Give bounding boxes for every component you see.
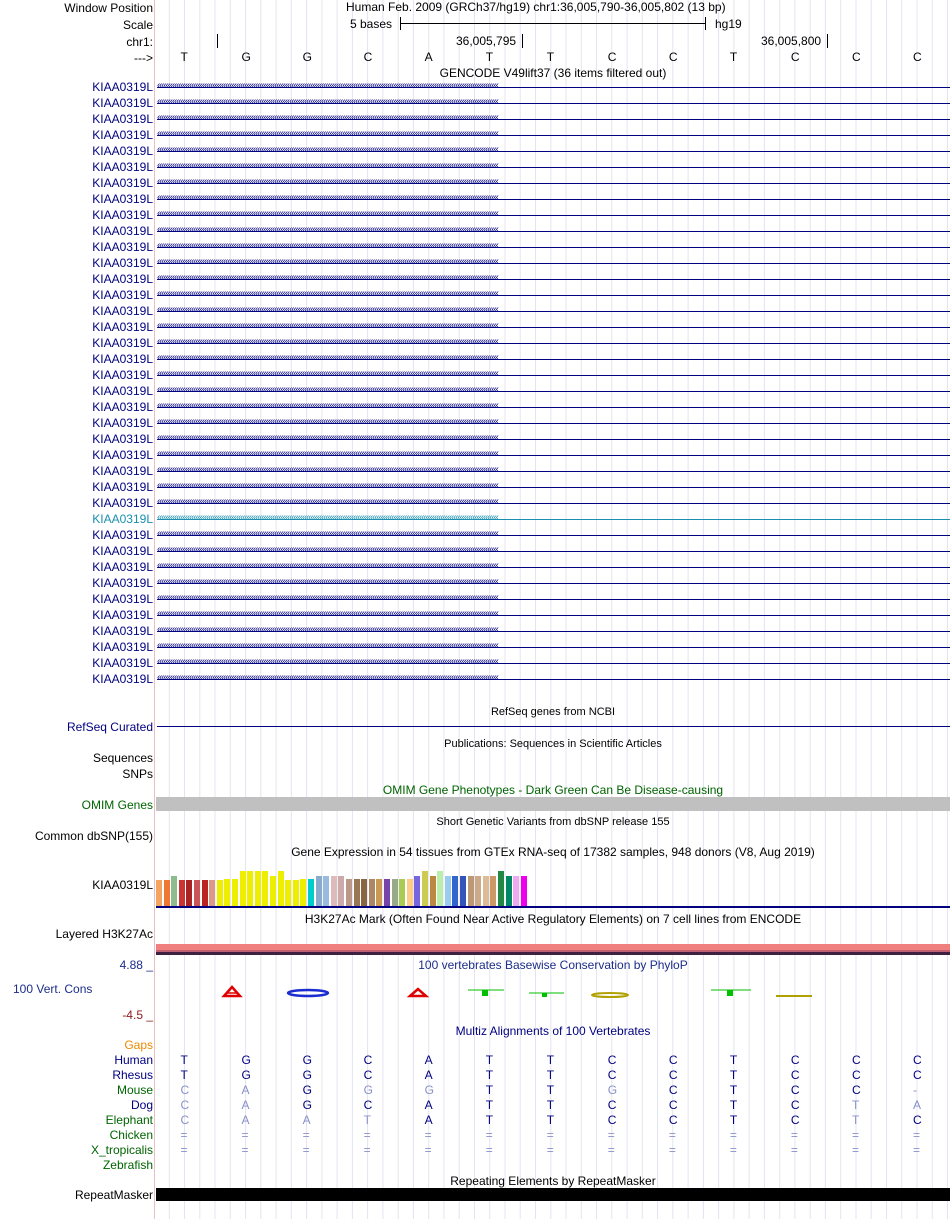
- alignment-base: C: [607, 1053, 617, 1067]
- alignment-base: T: [546, 1098, 555, 1112]
- gtex-tissue-bar[interactable]: [422, 871, 428, 906]
- gencode-transcript-label[interactable]: KIAA0319L: [92, 656, 153, 670]
- scale-text: 5 bases: [350, 17, 393, 31]
- gencode-transcript-label[interactable]: KIAA0319L: [92, 384, 153, 398]
- alignment-base: T: [851, 1113, 860, 1127]
- alignment-base: A: [424, 1053, 433, 1067]
- strand-arrows: ‹‹‹‹‹‹‹‹‹‹‹‹‹‹‹‹‹‹‹‹‹‹‹‹‹‹‹‹‹‹‹‹‹‹‹‹‹‹‹‹‹‹‹‹‹‹‹‹‹‹‹‹‹‹‹‹‹‹‹‹‹‹‹‹‹‹‹‹‹‹‹‹‹‹‹‹‹‹‹‹‹‹‹‹‹‹‹‹‹‹‹‹‹‹‹‹‹‹‹‹‹‹‹‹‹‹‹‹‹‹‹‹‹‹‹‹‹‹‹‹‹‹‹‹‹‹‹‹‹‹‹‹‹‹‹‹‹‹‹‹‹‹‹‹‹‹‹‹‹‹‹‹‹‹‹‹‹‹‹‹: [157, 656, 498, 667]
- alignment-base: =: [607, 1143, 615, 1157]
- gtex-tissue-bar[interactable]: [224, 879, 230, 906]
- alignment-base: A: [424, 1068, 433, 1082]
- alignment-base: =: [851, 1143, 859, 1157]
- gencode-transcript-label[interactable]: KIAA0319L: [92, 528, 153, 542]
- h3k27ac-signal[interactable]: [156, 944, 950, 955]
- alignment-base: C: [607, 1113, 617, 1127]
- strand-arrows: ‹‹‹‹‹‹‹‹‹‹‹‹‹‹‹‹‹‹‹‹‹‹‹‹‹‹‹‹‹‹‹‹‹‹‹‹‹‹‹‹‹‹‹‹‹‹‹‹‹‹‹‹‹‹‹‹‹‹‹‹‹‹‹‹‹‹‹‹‹‹‹‹‹‹‹‹‹‹‹‹‹‹‹‹‹‹‹‹‹‹‹‹‹‹‹‹‹‹‹‹‹‹‹‹‹‹‹‹‹‹‹‹‹‹‹‹‹‹‹‹‹‹‹‹‹‹‹‹‹‹‹‹‹‹‹‹‹‹‹‹‹‹‹‹‹‹‹‹‹‹‹‹‹‹‹‹‹‹‹‹: [157, 176, 498, 187]
- strand-arrows: ‹‹‹‹‹‹‹‹‹‹‹‹‹‹‹‹‹‹‹‹‹‹‹‹‹‹‹‹‹‹‹‹‹‹‹‹‹‹‹‹‹‹‹‹‹‹‹‹‹‹‹‹‹‹‹‹‹‹‹‹‹‹‹‹‹‹‹‹‹‹‹‹‹‹‹‹‹‹‹‹‹‹‹‹‹‹‹‹‹‹‹‹‹‹‹‹‹‹‹‹‹‹‹‹‹‹‹‹‹‹‹‹‹‹‹‹‹‹‹‹‹‹‹‹‹‹‹‹‹‹‹‹‹‹‹‹‹‹‹‹‹‹‹‹‹‹‹‹‹‹‹‹‹‹‹‹‹‹‹‹: [157, 624, 498, 635]
- alignment-base: C: [851, 1053, 861, 1067]
- window-position-value: Human Feb. 2009 (GRCh37/hg19) chr1:36,005,790-36,005,802 (13 bp): [346, 0, 726, 14]
- gtex-tissue-bar[interactable]: [171, 876, 177, 906]
- strand-arrows: ‹‹‹‹‹‹‹‹‹‹‹‹‹‹‹‹‹‹‹‹‹‹‹‹‹‹‹‹‹‹‹‹‹‹‹‹‹‹‹‹‹‹‹‹‹‹‹‹‹‹‹‹‹‹‹‹‹‹‹‹‹‹‹‹‹‹‹‹‹‹‹‹‹‹‹‹‹‹‹‹‹‹‹‹‹‹‹‹‹‹‹‹‹‹‹‹‹‹‹‹‹‹‹‹‹‹‹‹‹‹‹‹‹‹‹‹‹‹‹‹‹‹‹‹‹‹‹‹‹‹‹‹‹‹‹‹‹‹‹‹‹‹‹‹‹‹‹‹‹‹‹‹‹‹‹‹‹‹‹‹: [157, 544, 498, 555]
- alignment-base: G: [302, 1083, 312, 1097]
- alignment-base: C: [668, 1098, 678, 1112]
- alignment-base: G: [302, 1053, 312, 1067]
- alignment-base: G: [302, 1068, 312, 1082]
- strand-arrows: ‹‹‹‹‹‹‹‹‹‹‹‹‹‹‹‹‹‹‹‹‹‹‹‹‹‹‹‹‹‹‹‹‹‹‹‹‹‹‹‹‹‹‹‹‹‹‹‹‹‹‹‹‹‹‹‹‹‹‹‹‹‹‹‹‹‹‹‹‹‹‹‹‹‹‹‹‹‹‹‹‹‹‹‹‹‹‹‹‹‹‹‹‹‹‹‹‹‹‹‹‹‹‹‹‹‹‹‹‹‹‹‹‹‹‹‹‹‹‹‹‹‹‹‹‹‹‹‹‹‹‹‹‹‹‹‹‹‹‹‹‹‹‹‹‹‹‹‹‹‹‹‹‹‹‹‹‹‹‹‹: [157, 496, 498, 507]
- species-label[interactable]: Chicken: [109, 1128, 153, 1142]
- species-label[interactable]: Elephant: [105, 1113, 153, 1127]
- gaps-label[interactable]: Gaps: [124, 1038, 153, 1052]
- alignment-base: T: [485, 1068, 494, 1082]
- gencode-transcript-label[interactable]: KIAA0319L: [92, 416, 153, 430]
- species-label[interactable]: Rhesus: [112, 1068, 153, 1082]
- alignment-base: C: [913, 1068, 922, 1082]
- alignment-base: C: [180, 1083, 190, 1097]
- gencode-transcript-label[interactable]: KIAA0319L: [92, 256, 153, 270]
- alignment-base: C: [790, 1068, 800, 1082]
- alignment-base: -: [913, 1083, 917, 1097]
- strand-arrows: ‹‹‹‹‹‹‹‹‹‹‹‹‹‹‹‹‹‹‹‹‹‹‹‹‹‹‹‹‹‹‹‹‹‹‹‹‹‹‹‹‹‹‹‹‹‹‹‹‹‹‹‹‹‹‹‹‹‹‹‹‹‹‹‹‹‹‹‹‹‹‹‹‹‹‹‹‹‹‹‹‹‹‹‹‹‹‹‹‹‹‹‹‹‹‹‹‹‹‹‹‹‹‹‹‹‹‹‹‹‹‹‹‹‹‹‹‹‹‹‹‹‹‹‹‹‹‹‹‹‹‹‹‹‹‹‹‹‹‹‹‹‹‹‹‹‹‹‹‹‹‹‹‹‹‹‹‹‹‹‹: [157, 96, 498, 107]
- h3k27ac-title[interactable]: H3K27Ac Mark (Often Found Near Active Regulatory Elements) on 7 cell lines from ENCODE: [304, 912, 802, 926]
- alignment-base: C: [363, 1098, 373, 1112]
- alignment-base: A: [241, 1098, 250, 1112]
- gencode-transcript-label[interactable]: KIAA0319L: [92, 272, 153, 286]
- base-letter: A: [424, 50, 433, 64]
- gencode-transcript-label[interactable]: KIAA0319L: [92, 224, 153, 238]
- alignment-base: T: [729, 1053, 738, 1067]
- gtex-tissue-bar[interactable]: [232, 879, 238, 906]
- phylop-label[interactable]: 100 Vert. Cons: [13, 982, 93, 996]
- alignment-base: A: [241, 1113, 250, 1127]
- base-letter: G: [241, 50, 251, 64]
- alignment-base: =: [180, 1128, 188, 1142]
- gencode-transcript-label[interactable]: KIAA0319L: [92, 432, 153, 446]
- alignment-base: A: [302, 1113, 311, 1127]
- alignment-base: G: [241, 1053, 251, 1067]
- alignment-base: G: [607, 1083, 618, 1097]
- alignment-base: C: [790, 1098, 800, 1112]
- gtex-tissue-bar[interactable]: [240, 871, 246, 906]
- strand-arrows: ‹‹‹‹‹‹‹‹‹‹‹‹‹‹‹‹‹‹‹‹‹‹‹‹‹‹‹‹‹‹‹‹‹‹‹‹‹‹‹‹‹‹‹‹‹‹‹‹‹‹‹‹‹‹‹‹‹‹‹‹‹‹‹‹‹‹‹‹‹‹‹‹‹‹‹‹‹‹‹‹‹‹‹‹‹‹‹‹‹‹‹‹‹‹‹‹‹‹‹‹‹‹‹‹‹‹‹‹‹‹‹‹‹‹‹‹‹‹‹‹‹‹‹‹‹‹‹‹‹‹‹‹‹‹‹‹‹‹‹‹‹‹‹‹‹‹‹‹‹‹‹‹‹‹‹‹‹‹‹‹: [157, 432, 498, 443]
- gtex-tissue-bar[interactable]: [483, 876, 489, 906]
- base-letter: C: [851, 50, 861, 64]
- base-letter: T: [729, 50, 738, 64]
- gtex-tissue-bar[interactable]: [255, 871, 261, 906]
- gtex-tissue-bar[interactable]: [354, 879, 360, 906]
- base-letter: T: [485, 50, 494, 64]
- gtex-tissue-bar[interactable]: [392, 879, 398, 906]
- alignment-base: C: [607, 1098, 617, 1112]
- dbsnp-label[interactable]: Common dbSNP(155): [34, 829, 153, 843]
- refseq-label[interactable]: RefSeq Curated: [66, 720, 153, 734]
- alignment-base: =: [546, 1143, 554, 1157]
- gencode-transcript-label[interactable]: KIAA0319L: [92, 640, 153, 654]
- alignment-base: C: [668, 1113, 678, 1127]
- repeatmasker-label[interactable]: RepeatMasker: [74, 1188, 153, 1202]
- gtex-tissue-bar[interactable]: [384, 879, 390, 906]
- gtex-tissue-bar[interactable]: [468, 876, 474, 906]
- gtex-tissue-bar[interactable]: [202, 880, 208, 906]
- gtex-label[interactable]: KIAA0319L: [92, 878, 153, 892]
- gtex-tissue-bar[interactable]: [209, 880, 215, 906]
- position-tick: [522, 34, 523, 48]
- gencode-transcript-label[interactable]: KIAA0319L: [92, 560, 153, 574]
- chrom-label: chr1:: [126, 35, 153, 49]
- alignment-base: C: [913, 1053, 922, 1067]
- snps-label[interactable]: SNPs: [122, 767, 153, 781]
- scale-assembly: hg19: [715, 17, 742, 31]
- gencode-transcript-label[interactable]: KIAA0319L: [92, 464, 153, 478]
- publications-label[interactable]: Sequences: [92, 751, 153, 765]
- alignment-base: =: [729, 1128, 737, 1142]
- publications-title[interactable]: Publications: Sequences in Scientific Articles: [444, 738, 662, 750]
- strand-arrows: ‹‹‹‹‹‹‹‹‹‹‹‹‹‹‹‹‹‹‹‹‹‹‹‹‹‹‹‹‹‹‹‹‹‹‹‹‹‹‹‹‹‹‹‹‹‹‹‹‹‹‹‹‹‹‹‹‹‹‹‹‹‹‹‹‹‹‹‹‹‹‹‹‹‹‹‹‹‹‹‹‹‹‹‹‹‹‹‹‹‹‹‹‹‹‹‹‹‹‹‹‹‹‹‹‹‹‹‹‹‹‹‹‹‹‹‹‹‹‹‹‹‹‹‹‹‹‹‹‹‹‹‹‹‹‹‹‹‹‹‹‹‹‹‹‹‹‹‹‹‹‹‹‹‹‹‹‹‹‹‹: [157, 320, 498, 331]
- gencode-transcript-label[interactable]: KIAA0319L: [92, 672, 153, 686]
- strand-arrows: ‹‹‹‹‹‹‹‹‹‹‹‹‹‹‹‹‹‹‹‹‹‹‹‹‹‹‹‹‹‹‹‹‹‹‹‹‹‹‹‹‹‹‹‹‹‹‹‹‹‹‹‹‹‹‹‹‹‹‹‹‹‹‹‹‹‹‹‹‹‹‹‹‹‹‹‹‹‹‹‹‹‹‹‹‹‹‹‹‹‹‹‹‹‹‹‹‹‹‹‹‹‹‹‹‹‹‹‹‹‹‹‹‹‹‹‹‹‹‹‹‹‹‹‹‹‹‹‹‹‹‹‹‹‹‹‹‹‹‹‹‹‹‹‹‹‹‹‹‹‹‹‹‹‹‹‹‹‹‹‹: [157, 560, 498, 571]
- alignment-base: =: [363, 1143, 371, 1157]
- gtex-tissue-bar[interactable]: [316, 876, 322, 906]
- refseq-title[interactable]: RefSeq genes from NCBI: [490, 706, 616, 718]
- gencode-transcript-label[interactable]: KIAA0319L: [92, 128, 153, 142]
- gencode-transcript-label[interactable]: KIAA0319L: [92, 192, 153, 206]
- alignment-base: =: [485, 1128, 493, 1142]
- scale-label: Scale: [122, 18, 153, 32]
- strand-arrows: ‹‹‹‹‹‹‹‹‹‹‹‹‹‹‹‹‹‹‹‹‹‹‹‹‹‹‹‹‹‹‹‹‹‹‹‹‹‹‹‹‹‹‹‹‹‹‹‹‹‹‹‹‹‹‹‹‹‹‹‹‹‹‹‹‹‹‹‹‹‹‹‹‹‹‹‹‹‹‹‹‹‹‹‹‹‹‹‹‹‹‹‹‹‹‹‹‹‹‹‹‹‹‹‹‹‹‹‹‹‹‹‹‹‹‹‹‹‹‹‹‹‹‹‹‹‹‹‹‹‹‹‹‹‹‹‹‹‹‹‹‹‹‹‹‹‹‹‹‹‹‹‹‹‹‹‹‹‹‹‹: [157, 416, 498, 427]
- gtex-tissue-bar[interactable]: [460, 876, 466, 906]
- gtex-tissue-bar[interactable]: [338, 876, 344, 906]
- alignment-base: C: [363, 1053, 373, 1067]
- alignment-base: T: [729, 1098, 738, 1112]
- strand-arrows: ‹‹‹‹‹‹‹‹‹‹‹‹‹‹‹‹‹‹‹‹‹‹‹‹‹‹‹‹‹‹‹‹‹‹‹‹‹‹‹‹‹‹‹‹‹‹‹‹‹‹‹‹‹‹‹‹‹‹‹‹‹‹‹‹‹‹‹‹‹‹‹‹‹‹‹‹‹‹‹‹‹‹‹‹‹‹‹‹‹‹‹‹‹‹‹‹‹‹‹‹‹‹‹‹‹‹‹‹‹‹‹‹‹‹‹‹‹‹‹‹‹‹‹‹‹‹‹‹‹‹‹‹‹‹‹‹‹‹‹‹‹‹‹‹‹‹‹‹‹‹‹‹‹‹‹‹‹‹‹‹: [157, 528, 498, 539]
- gtex-tissue-bar[interactable]: [247, 871, 253, 906]
- alignment-base: T: [485, 1053, 494, 1067]
- alignment-base: =: [241, 1143, 249, 1157]
- gtex-tissue-bar[interactable]: [262, 871, 268, 906]
- gtex-tissue-bar[interactable]: [430, 876, 436, 906]
- alignment-base: T: [180, 1068, 188, 1082]
- base-letter: C: [913, 50, 922, 64]
- strand-arrows: ‹‹‹‹‹‹‹‹‹‹‹‹‹‹‹‹‹‹‹‹‹‹‹‹‹‹‹‹‹‹‹‹‹‹‹‹‹‹‹‹‹‹‹‹‹‹‹‹‹‹‹‹‹‹‹‹‹‹‹‹‹‹‹‹‹‹‹‹‹‹‹‹‹‹‹‹‹‹‹‹‹‹‹‹‹‹‹‹‹‹‹‹‹‹‹‹‹‹‹‹‹‹‹‹‹‹‹‹‹‹‹‹‹‹‹‹‹‹‹‹‹‹‹‹‹‹‹‹‹‹‹‹‹‹‹‹‹‹‹‹‹‹‹‹‹‹‹‹‹‹‹‹‹‹‹‹‹‹‹‹: [157, 400, 498, 411]
- strand-arrows: ‹‹‹‹‹‹‹‹‹‹‹‹‹‹‹‹‹‹‹‹‹‹‹‹‹‹‹‹‹‹‹‹‹‹‹‹‹‹‹‹‹‹‹‹‹‹‹‹‹‹‹‹‹‹‹‹‹‹‹‹‹‹‹‹‹‹‹‹‹‹‹‹‹‹‹‹‹‹‹‹‹‹‹‹‹‹‹‹‹‹‹‹‹‹‹‹‹‹‹‹‹‹‹‹‹‹‹‹‹‹‹‹‹‹‹‹‹‹‹‹‹‹‹‹‹‹‹‹‹‹‹‹‹‹‹‹‹‹‹‹‹‹‹‹‹‹‹‹‹‹‹‹‹‹‹‹‹‹‹‹: [157, 160, 498, 171]
- strand-arrows: ‹‹‹‹‹‹‹‹‹‹‹‹‹‹‹‹‹‹‹‹‹‹‹‹‹‹‹‹‹‹‹‹‹‹‹‹‹‹‹‹‹‹‹‹‹‹‹‹‹‹‹‹‹‹‹‹‹‹‹‹‹‹‹‹‹‹‹‹‹‹‹‹‹‹‹‹‹‹‹‹‹‹‹‹‹‹‹‹‹‹‹‹‹‹‹‹‹‹‹‹‹‹‹‹‹‹‹‹‹‹‹‹‹‹‹‹‹‹‹‹‹‹‹‹‹‹‹‹‹‹‹‹‹‹‹‹‹‹‹‹‹‹‹‹‹‹‹‹‹‹‹‹‹‹‹‹‹‹‹‹: [157, 464, 498, 475]
- alignment-base: T: [729, 1083, 738, 1097]
- species-label[interactable]: Human: [114, 1053, 153, 1067]
- species-label[interactable]: X_tropicalis: [90, 1143, 153, 1157]
- strand-arrows: ‹‹‹‹‹‹‹‹‹‹‹‹‹‹‹‹‹‹‹‹‹‹‹‹‹‹‹‹‹‹‹‹‹‹‹‹‹‹‹‹‹‹‹‹‹‹‹‹‹‹‹‹‹‹‹‹‹‹‹‹‹‹‹‹‹‹‹‹‹‹‹‹‹‹‹‹‹‹‹‹‹‹‹‹‹‹‹‹‹‹‹‹‹‹‹‹‹‹‹‹‹‹‹‹‹‹‹‹‹‹‹‹‹‹‹‹‹‹‹‹‹‹‹‹‹‹‹‹‹‹‹‹‹‹‹‹‹‹‹‹‹‹‹‹‹‹‹‹‹‹‹‹‹‹‹‹‹‹‹‹: [157, 640, 498, 651]
- gencode-transcript-label[interactable]: KIAA0319L: [92, 400, 153, 414]
- strand-arrows: ‹‹‹‹‹‹‹‹‹‹‹‹‹‹‹‹‹‹‹‹‹‹‹‹‹‹‹‹‹‹‹‹‹‹‹‹‹‹‹‹‹‹‹‹‹‹‹‹‹‹‹‹‹‹‹‹‹‹‹‹‹‹‹‹‹‹‹‹‹‹‹‹‹‹‹‹‹‹‹‹‹‹‹‹‹‹‹‹‹‹‹‹‹‹‹‹‹‹‹‹‹‹‹‹‹‹‹‹‹‹‹‹‹‹‹‹‹‹‹‹‹‹‹‹‹‹‹‹‹‹‹‹‹‹‹‹‹‹‹‹‹‹‹‹‹‹‹‹‹‹‹‹‹‹‹‹‹‹‹‹: [157, 288, 498, 299]
- species-label[interactable]: Mouse: [116, 1083, 153, 1097]
- gtex-tissue-bar[interactable]: [445, 876, 451, 906]
- alignment-base: =: [851, 1128, 859, 1142]
- alignment-base: C: [851, 1083, 861, 1097]
- gencode-transcript-label[interactable]: KIAA0319L: [92, 576, 153, 590]
- gencode-transcript-label[interactable]: KIAA0319L: [92, 288, 153, 302]
- gtex-tissue-bar[interactable]: [270, 876, 276, 906]
- gencode-transcript-label[interactable]: KIAA0319L: [92, 240, 153, 254]
- alignment-base: T: [546, 1083, 555, 1097]
- h3k27ac-label[interactable]: Layered H3K27Ac: [55, 927, 153, 941]
- strand-arrows: ‹‹‹‹‹‹‹‹‹‹‹‹‹‹‹‹‹‹‹‹‹‹‹‹‹‹‹‹‹‹‹‹‹‹‹‹‹‹‹‹‹‹‹‹‹‹‹‹‹‹‹‹‹‹‹‹‹‹‹‹‹‹‹‹‹‹‹‹‹‹‹‹‹‹‹‹‹‹‹‹‹‹‹‹‹‹‹‹‹‹‹‹‹‹‹‹‹‹‹‹‹‹‹‹‹‹‹‹‹‹‹‹‹‹‹‹‹‹‹‹‹‹‹‹‹‹‹‹‹‹‹‹‹‹‹‹‹‹‹‹‹‹‹‹‹‹‹‹‹‹‹‹‹‹‹‹‹‹‹‹: [157, 224, 498, 235]
- gtex-tissue-bar[interactable]: [285, 880, 291, 906]
- position-label-1: 36,005,795: [456, 34, 517, 48]
- base-letter: T: [180, 50, 188, 64]
- gencode-transcript-label[interactable]: KIAA0319L: [92, 208, 153, 222]
- strand-arrows: ‹‹‹‹‹‹‹‹‹‹‹‹‹‹‹‹‹‹‹‹‹‹‹‹‹‹‹‹‹‹‹‹‹‹‹‹‹‹‹‹‹‹‹‹‹‹‹‹‹‹‹‹‹‹‹‹‹‹‹‹‹‹‹‹‹‹‹‹‹‹‹‹‹‹‹‹‹‹‹‹‹‹‹‹‹‹‹‹‹‹‹‹‹‹‹‹‹‹‹‹‹‹‹‹‹‹‹‹‹‹‹‹‹‹‹‹‹‹‹‹‹‹‹‹‹‹‹‹‹‹‹‹‹‹‹‹‹‹‹‹‹‹‹‹‹‹‹‹‹‹‹‹‹‹‹‹‹‹‹‹: [157, 304, 498, 315]
- alignment-base: =: [424, 1128, 432, 1142]
- position-label-2: 36,005,800: [761, 34, 822, 48]
- alignment-base: C: [363, 1068, 373, 1082]
- alignment-base: =: [363, 1128, 371, 1142]
- gencode-transcript-label[interactable]: KIAA0319L: [92, 448, 153, 462]
- alignment-base: C: [790, 1083, 800, 1097]
- gencode-transcript-label[interactable]: KIAA0319L: [92, 368, 153, 382]
- gtex-tissue-bar[interactable]: [369, 879, 375, 906]
- gencode-transcript-label[interactable]: KIAA0319L: [92, 160, 153, 174]
- strand-label: --->: [134, 51, 153, 65]
- alignment-base: =: [729, 1143, 737, 1157]
- phylop-title[interactable]: 100 vertebrates Basewise Conservation by PhyloP: [418, 958, 688, 972]
- gtex-tissue-bar[interactable]: [361, 879, 367, 906]
- gtex-tissue-bar[interactable]: [376, 879, 382, 906]
- base-letter: G: [302, 50, 312, 64]
- alignment-base: C: [180, 1113, 190, 1127]
- strand-arrows: ‹‹‹‹‹‹‹‹‹‹‹‹‹‹‹‹‹‹‹‹‹‹‹‹‹‹‹‹‹‹‹‹‹‹‹‹‹‹‹‹‹‹‹‹‹‹‹‹‹‹‹‹‹‹‹‹‹‹‹‹‹‹‹‹‹‹‹‹‹‹‹‹‹‹‹‹‹‹‹‹‹‹‹‹‹‹‹‹‹‹‹‹‹‹‹‹‹‹‹‹‹‹‹‹‹‹‹‹‹‹‹‹‹‹‹‹‹‹‹‹‹‹‹‹‹‹‹‹‹‹‹‹‹‹‹‹‹‹‹‹‹‹‹‹‹‹‹‹‹‹‹‹‹‹‹‹‹‹‹‹: [157, 192, 498, 203]
- gtex-tissue-bar[interactable]: [407, 879, 413, 906]
- gencode-transcript-label[interactable]: KIAA0319L: [92, 544, 153, 558]
- alignment-base: C: [668, 1083, 678, 1097]
- gencode-transcript-label[interactable]: KIAA0319L: [92, 592, 153, 606]
- strand-arrows: ‹‹‹‹‹‹‹‹‹‹‹‹‹‹‹‹‹‹‹‹‹‹‹‹‹‹‹‹‹‹‹‹‹‹‹‹‹‹‹‹‹‹‹‹‹‹‹‹‹‹‹‹‹‹‹‹‹‹‹‹‹‹‹‹‹‹‹‹‹‹‹‹‹‹‹‹‹‹‹‹‹‹‹‹‹‹‹‹‹‹‹‹‹‹‹‹‹‹‹‹‹‹‹‹‹‹‹‹‹‹‹‹‹‹‹‹‹‹‹‹‹‹‹‹‹‹‹‹‹‹‹‹‹‹‹‹‹‹‹‹‹‹‹‹‹‹‹‹‹‹‹‹‹‹‹‹‹‹‹‹: [157, 256, 498, 267]
- gtex-tissue-bar[interactable]: [331, 876, 337, 906]
- alignment-base: =: [180, 1143, 188, 1157]
- gtex-baseline: [156, 906, 950, 908]
- alignment-base: C: [668, 1053, 678, 1067]
- alignment-base: T: [485, 1083, 494, 1097]
- gtex-tissue-bar[interactable]: [300, 879, 306, 906]
- alignment-base: =: [302, 1143, 310, 1157]
- alignment-base: G: [302, 1098, 312, 1112]
- alignment-base: =: [241, 1128, 249, 1142]
- scale-bar: [400, 17, 706, 31]
- gtex-tissue-bar[interactable]: [475, 876, 481, 906]
- gencode-transcript-label[interactable]: KIAA0319L: [92, 96, 153, 110]
- alignment-base: T: [485, 1113, 494, 1127]
- alignment-base: T: [729, 1068, 738, 1082]
- gtex-tissue-bar[interactable]: [186, 880, 192, 906]
- alignment-base: =: [424, 1143, 432, 1157]
- strand-arrows: ‹‹‹‹‹‹‹‹‹‹‹‹‹‹‹‹‹‹‹‹‹‹‹‹‹‹‹‹‹‹‹‹‹‹‹‹‹‹‹‹‹‹‹‹‹‹‹‹‹‹‹‹‹‹‹‹‹‹‹‹‹‹‹‹‹‹‹‹‹‹‹‹‹‹‹‹‹‹‹‹‹‹‹‹‹‹‹‹‹‹‹‹‹‹‹‹‹‹‹‹‹‹‹‹‹‹‹‹‹‹‹‹‹‹‹‹‹‹‹‹‹‹‹‹‹‹‹‹‹‹‹‹‹‹‹‹‹‹‹‹‹‹‹‹‹‹‹‹‹‹‹‹‹‹‹‹‹‹‹‹: [157, 352, 498, 363]
- gtex-tissue-bar[interactable]: [437, 871, 443, 906]
- gencode-transcript-label[interactable]: KIAA0319L: [92, 80, 153, 94]
- gtex-tissue-bar[interactable]: [156, 880, 162, 906]
- gtex-tissue-bar[interactable]: [506, 876, 512, 906]
- gtex-tissue-bar[interactable]: [323, 876, 329, 906]
- gencode-title[interactable]: GENCODE V49lift37 (36 items filtered out): [439, 66, 667, 80]
- gtex-tissue-bar[interactable]: [498, 871, 504, 906]
- gtex-tissue-bar[interactable]: [278, 871, 284, 906]
- alignment-base: G: [363, 1083, 373, 1097]
- alignment-base: T: [546, 1068, 555, 1082]
- gencode-transcript-label[interactable]: KIAA0319L: [92, 144, 153, 158]
- gencode-transcript-label[interactable]: KIAA0319L: [92, 336, 153, 350]
- omim-title[interactable]: OMIM Gene Phenotypes - Dark Green Can Be Disease-causing: [382, 783, 724, 797]
- strand-arrows: ‹‹‹‹‹‹‹‹‹‹‹‹‹‹‹‹‹‹‹‹‹‹‹‹‹‹‹‹‹‹‹‹‹‹‹‹‹‹‹‹‹‹‹‹‹‹‹‹‹‹‹‹‹‹‹‹‹‹‹‹‹‹‹‹‹‹‹‹‹‹‹‹‹‹‹‹‹‹‹‹‹‹‹‹‹‹‹‹‹‹‹‹‹‹‹‹‹‹‹‹‹‹‹‹‹‹‹‹‹‹‹‹‹‹‹‹‹‹‹‹‹‹‹‹‹‹‹‹‹‹‹‹‹‹‹‹‹‹‹‹‹‹‹‹‹‹‹‹‹‹‹‹‹‹‹‹‹‹‹‹: [157, 144, 498, 155]
- alignment-base: =: [302, 1128, 310, 1142]
- alignment-base: =: [607, 1128, 615, 1142]
- strand-arrows: ‹‹‹‹‹‹‹‹‹‹‹‹‹‹‹‹‹‹‹‹‹‹‹‹‹‹‹‹‹‹‹‹‹‹‹‹‹‹‹‹‹‹‹‹‹‹‹‹‹‹‹‹‹‹‹‹‹‹‹‹‹‹‹‹‹‹‹‹‹‹‹‹‹‹‹‹‹‹‹‹‹‹‹‹‹‹‹‹‹‹‹‹‹‹‹‹‹‹‹‹‹‹‹‹‹‹‹‹‹‹‹‹‹‹‹‹‹‹‹‹‹‹‹‹‹‹‹‹‹‹‹‹‹‹‹‹‹‹‹‹‹‹‹‹‹‹‹‹‹‹‹‹‹‹‹‹‹‹‹‹: [157, 80, 498, 91]
- strand-arrows: ‹‹‹‹‹‹‹‹‹‹‹‹‹‹‹‹‹‹‹‹‹‹‹‹‹‹‹‹‹‹‹‹‹‹‹‹‹‹‹‹‹‹‹‹‹‹‹‹‹‹‹‹‹‹‹‹‹‹‹‹‹‹‹‹‹‹‹‹‹‹‹‹‹‹‹‹‹‹‹‹‹‹‹‹‹‹‹‹‹‹‹‹‹‹‹‹‹‹‹‹‹‹‹‹‹‹‹‹‹‹‹‹‹‹‹‹‹‹‹‹‹‹‹‹‹‹‹‹‹‹‹‹‹‹‹‹‹‹‹‹‹‹‹‹‹‹‹‹‹‹‹‹‹‹‹‹‹‹‹‹: [157, 208, 498, 219]
- gencode-transcript-label[interactable]: KIAA0319L: [92, 176, 153, 190]
- dbsnp-title[interactable]: Short Genetic Variants from dbSNP release 155: [436, 816, 670, 828]
- gtex-tissue-bar[interactable]: [399, 879, 405, 906]
- alignment-base: C: [668, 1068, 678, 1082]
- alignment-base: =: [790, 1143, 798, 1157]
- strand-arrows: ‹‹‹‹‹‹‹‹‹‹‹‹‹‹‹‹‹‹‹‹‹‹‹‹‹‹‹‹‹‹‹‹‹‹‹‹‹‹‹‹‹‹‹‹‹‹‹‹‹‹‹‹‹‹‹‹‹‹‹‹‹‹‹‹‹‹‹‹‹‹‹‹‹‹‹‹‹‹‹‹‹‹‹‹‹‹‹‹‹‹‹‹‹‹‹‹‹‹‹‹‹‹‹‹‹‹‹‹‹‹‹‹‹‹‹‹‹‹‹‹‹‹‹‹‹‹‹‹‹‹‹‹‹‹‹‹‹‹‹‹‹‹‹‹‹‹‹‹‹‹‹‹‹‹‹‹‹‹‹‹: [157, 576, 498, 587]
- alignment-base: T: [546, 1113, 555, 1127]
- gtex-tissue-bar[interactable]: [452, 876, 458, 906]
- multiz-title[interactable]: Multiz Alignments of 100 Vertebrates: [455, 1024, 651, 1038]
- strand-arrows: ‹‹‹‹‹‹‹‹‹‹‹‹‹‹‹‹‹‹‹‹‹‹‹‹‹‹‹‹‹‹‹‹‹‹‹‹‹‹‹‹‹‹‹‹‹‹‹‹‹‹‹‹‹‹‹‹‹‹‹‹‹‹‹‹‹‹‹‹‹‹‹‹‹‹‹‹‹‹‹‹‹‹‹‹‹‹‹‹‹‹‹‹‹‹‹‹‹‹‹‹‹‹‹‹‹‹‹‹‹‹‹‹‹‹‹‹‹‹‹‹‹‹‹‹‹‹‹‹‹‹‹‹‹‹‹‹‹‹‹‹‹‹‹‹‹‹‹‹‹‹‹‹‹‹‹‹‹‹‹‹: [157, 512, 498, 523]
- phylop-min-label: -4.5 _: [122, 1008, 153, 1022]
- alignment-base: =: [668, 1128, 676, 1142]
- omim-label[interactable]: OMIM Genes: [81, 798, 153, 812]
- gencode-transcript-label[interactable]: KIAA0319L: [92, 512, 153, 526]
- alignment-base: G: [424, 1083, 435, 1097]
- gencode-transcript-label[interactable]: KIAA0319L: [92, 352, 153, 366]
- gtex-tissue-bar[interactable]: [179, 880, 185, 906]
- omim-bar[interactable]: [156, 797, 950, 811]
- gencode-transcript-label[interactable]: KIAA0319L: [92, 608, 153, 622]
- refseq-gene-line[interactable]: [157, 726, 950, 727]
- strand-arrows: ‹‹‹‹‹‹‹‹‹‹‹‹‹‹‹‹‹‹‹‹‹‹‹‹‹‹‹‹‹‹‹‹‹‹‹‹‹‹‹‹‹‹‹‹‹‹‹‹‹‹‹‹‹‹‹‹‹‹‹‹‹‹‹‹‹‹‹‹‹‹‹‹‹‹‹‹‹‹‹‹‹‹‹‹‹‹‹‹‹‹‹‹‹‹‹‹‹‹‹‹‹‹‹‹‹‹‹‹‹‹‹‹‹‹‹‹‹‹‹‹‹‹‹‹‹‹‹‹‹‹‹‹‹‹‹‹‹‹‹‹‹‹‹‹‹‹‹‹‹‹‹‹‹‹‹‹‹‹‹‹: [157, 336, 498, 347]
- alignment-base: T: [180, 1053, 188, 1067]
- gencode-transcript-label[interactable]: KIAA0319L: [92, 304, 153, 318]
- alignment-base: C: [607, 1068, 617, 1082]
- strand-arrows: ‹‹‹‹‹‹‹‹‹‹‹‹‹‹‹‹‹‹‹‹‹‹‹‹‹‹‹‹‹‹‹‹‹‹‹‹‹‹‹‹‹‹‹‹‹‹‹‹‹‹‹‹‹‹‹‹‹‹‹‹‹‹‹‹‹‹‹‹‹‹‹‹‹‹‹‹‹‹‹‹‹‹‹‹‹‹‹‹‹‹‹‹‹‹‹‹‹‹‹‹‹‹‹‹‹‹‹‹‹‹‹‹‹‹‹‹‹‹‹‹‹‹‹‹‹‹‹‹‹‹‹‹‹‹‹‹‹‹‹‹‹‹‹‹‹‹‹‹‹‹‹‹‹‹‹‹‹‹‹‹: [157, 608, 498, 619]
- alignment-base: C: [180, 1098, 190, 1112]
- strand-arrows: ‹‹‹‹‹‹‹‹‹‹‹‹‹‹‹‹‹‹‹‹‹‹‹‹‹‹‹‹‹‹‹‹‹‹‹‹‹‹‹‹‹‹‹‹‹‹‹‹‹‹‹‹‹‹‹‹‹‹‹‹‹‹‹‹‹‹‹‹‹‹‹‹‹‹‹‹‹‹‹‹‹‹‹‹‹‹‹‹‹‹‹‹‹‹‹‹‹‹‹‹‹‹‹‹‹‹‹‹‹‹‹‹‹‹‹‹‹‹‹‹‹‹‹‹‹‹‹‹‹‹‹‹‹‹‹‹‹‹‹‹‹‹‹‹‹‹‹‹‹‹‹‹‹‹‹‹‹‹‹‹: [157, 240, 498, 251]
- gtex-tissue-bar[interactable]: [513, 876, 519, 906]
- strand-arrows: ‹‹‹‹‹‹‹‹‹‹‹‹‹‹‹‹‹‹‹‹‹‹‹‹‹‹‹‹‹‹‹‹‹‹‹‹‹‹‹‹‹‹‹‹‹‹‹‹‹‹‹‹‹‹‹‹‹‹‹‹‹‹‹‹‹‹‹‹‹‹‹‹‹‹‹‹‹‹‹‹‹‹‹‹‹‹‹‹‹‹‹‹‹‹‹‹‹‹‹‹‹‹‹‹‹‹‹‹‹‹‹‹‹‹‹‹‹‹‹‹‹‹‹‹‹‹‹‹‹‹‹‹‹‹‹‹‹‹‹‹‹‹‹‹‹‹‹‹‹‹‹‹‹‹‹‹‹‹‹‹: [157, 368, 498, 379]
- alignment-base: =: [913, 1143, 921, 1157]
- base-letter: C: [363, 50, 373, 64]
- alignment-base: =: [485, 1143, 493, 1157]
- phylop-max-label: 4.88 _: [119, 958, 153, 972]
- species-label[interactable]: Dog: [130, 1098, 153, 1112]
- strand-arrows: ‹‹‹‹‹‹‹‹‹‹‹‹‹‹‹‹‹‹‹‹‹‹‹‹‹‹‹‹‹‹‹‹‹‹‹‹‹‹‹‹‹‹‹‹‹‹‹‹‹‹‹‹‹‹‹‹‹‹‹‹‹‹‹‹‹‹‹‹‹‹‹‹‹‹‹‹‹‹‹‹‹‹‹‹‹‹‹‹‹‹‹‹‹‹‹‹‹‹‹‹‹‹‹‹‹‹‹‹‹‹‹‹‹‹‹‹‹‹‹‹‹‹‹‹‹‹‹‹‹‹‹‹‹‹‹‹‹‹‹‹‹‹‹‹‹‹‹‹‹‹‹‹‹‹‹‹‹‹‹‹: [157, 112, 498, 123]
- strand-arrows: ‹‹‹‹‹‹‹‹‹‹‹‹‹‹‹‹‹‹‹‹‹‹‹‹‹‹‹‹‹‹‹‹‹‹‹‹‹‹‹‹‹‹‹‹‹‹‹‹‹‹‹‹‹‹‹‹‹‹‹‹‹‹‹‹‹‹‹‹‹‹‹‹‹‹‹‹‹‹‹‹‹‹‹‹‹‹‹‹‹‹‹‹‹‹‹‹‹‹‹‹‹‹‹‹‹‹‹‹‹‹‹‹‹‹‹‹‹‹‹‹‹‹‹‹‹‹‹‹‹‹‹‹‹‹‹‹‹‹‹‹‹‹‹‹‹‹‹‹‹‹‹‹‹‹‹‹‹‹‹‹: [157, 448, 498, 459]
- alignment-base: T: [546, 1053, 555, 1067]
- strand-arrows: ‹‹‹‹‹‹‹‹‹‹‹‹‹‹‹‹‹‹‹‹‹‹‹‹‹‹‹‹‹‹‹‹‹‹‹‹‹‹‹‹‹‹‹‹‹‹‹‹‹‹‹‹‹‹‹‹‹‹‹‹‹‹‹‹‹‹‹‹‹‹‹‹‹‹‹‹‹‹‹‹‹‹‹‹‹‹‹‹‹‹‹‹‹‹‹‹‹‹‹‹‹‹‹‹‹‹‹‹‹‹‹‹‹‹‹‹‹‹‹‹‹‹‹‹‹‹‹‹‹‹‹‹‹‹‹‹‹‹‹‹‹‹‹‹‹‹‹‹‹‹‹‹‹‹‹‹‹‹‹‹: [157, 384, 498, 395]
- base-letter: T: [546, 50, 555, 64]
- alignment-base: =: [546, 1128, 554, 1142]
- gtex-tissue-bar[interactable]: [194, 880, 200, 906]
- alignment-base: C: [851, 1068, 861, 1082]
- alignment-base: =: [913, 1128, 921, 1142]
- phylop-logo[interactable]: [156, 983, 950, 999]
- gtex-title[interactable]: Gene Expression in 54 tissues from GTEx RNA-seq of 17382 samples, 948 donors (V8, Aug 2019): [291, 845, 815, 859]
- alignment-base: A: [913, 1098, 922, 1112]
- gtex-tissue-bar[interactable]: [164, 880, 170, 906]
- strand-arrows: ‹‹‹‹‹‹‹‹‹‹‹‹‹‹‹‹‹‹‹‹‹‹‹‹‹‹‹‹‹‹‹‹‹‹‹‹‹‹‹‹‹‹‹‹‹‹‹‹‹‹‹‹‹‹‹‹‹‹‹‹‹‹‹‹‹‹‹‹‹‹‹‹‹‹‹‹‹‹‹‹‹‹‹‹‹‹‹‹‹‹‹‹‹‹‹‹‹‹‹‹‹‹‹‹‹‹‹‹‹‹‹‹‹‹‹‹‹‹‹‹‹‹‹‹‹‹‹‹‹‹‹‹‹‹‹‹‹‹‹‹‹‹‹‹‹‹‹‹‹‹‹‹‹‹‹‹‹‹‹‹: [157, 272, 498, 283]
- gtex-tissue-bar[interactable]: [490, 876, 496, 906]
- base-letter: C: [790, 50, 800, 64]
- base-letter: C: [607, 50, 617, 64]
- repeatmasker-title[interactable]: Repeating Elements by RepeatMasker: [450, 1174, 656, 1188]
- gencode-transcript-label[interactable]: KIAA0319L: [92, 112, 153, 126]
- position-tick: [827, 34, 828, 48]
- alignment-base: T: [729, 1113, 738, 1127]
- gencode-transcript-label[interactable]: KIAA0319L: [92, 624, 153, 638]
- gtex-tissue-bar[interactable]: [293, 880, 299, 906]
- strand-arrows: ‹‹‹‹‹‹‹‹‹‹‹‹‹‹‹‹‹‹‹‹‹‹‹‹‹‹‹‹‹‹‹‹‹‹‹‹‹‹‹‹‹‹‹‹‹‹‹‹‹‹‹‹‹‹‹‹‹‹‹‹‹‹‹‹‹‹‹‹‹‹‹‹‹‹‹‹‹‹‹‹‹‹‹‹‹‹‹‹‹‹‹‹‹‹‹‹‹‹‹‹‹‹‹‹‹‹‹‹‹‹‹‹‹‹‹‹‹‹‹‹‹‹‹‹‹‹‹‹‹‹‹‹‹‹‹‹‹‹‹‹‹‹‹‹‹‹‹‹‹‹‹‹‹‹‹‹‹‹‹‹: [157, 592, 498, 603]
- gencode-transcript-label[interactable]: KIAA0319L: [92, 496, 153, 510]
- alignment-base: T: [851, 1098, 860, 1112]
- alignment-base: C: [913, 1113, 922, 1127]
- gtex-tissue-bar[interactable]: [414, 876, 420, 906]
- gtex-tissue-bar[interactable]: [308, 879, 314, 906]
- gencode-transcript-label[interactable]: KIAA0319L: [92, 320, 153, 334]
- gtex-tissue-bar[interactable]: [217, 880, 223, 906]
- alignment-base: C: [790, 1113, 800, 1127]
- alignment-base: A: [424, 1098, 433, 1112]
- species-label[interactable]: Zebrafish: [102, 1158, 153, 1172]
- gtex-tissue-bar[interactable]: [346, 879, 352, 906]
- window-position-label: Window Position: [64, 1, 153, 15]
- alignment-base: A: [424, 1113, 433, 1127]
- strand-arrows: ‹‹‹‹‹‹‹‹‹‹‹‹‹‹‹‹‹‹‹‹‹‹‹‹‹‹‹‹‹‹‹‹‹‹‹‹‹‹‹‹‹‹‹‹‹‹‹‹‹‹‹‹‹‹‹‹‹‹‹‹‹‹‹‹‹‹‹‹‹‹‹‹‹‹‹‹‹‹‹‹‹‹‹‹‹‹‹‹‹‹‹‹‹‹‹‹‹‹‹‹‹‹‹‹‹‹‹‹‹‹‹‹‹‹‹‹‹‹‹‹‹‹‹‹‹‹‹‹‹‹‹‹‹‹‹‹‹‹‹‹‹‹‹‹‹‹‹‹‹‹‹‹‹‹‹‹‹‹‹‹: [157, 672, 498, 683]
- alignment-base: =: [790, 1128, 798, 1142]
- alignment-base: G: [241, 1068, 251, 1082]
- strand-arrows: ‹‹‹‹‹‹‹‹‹‹‹‹‹‹‹‹‹‹‹‹‹‹‹‹‹‹‹‹‹‹‹‹‹‹‹‹‹‹‹‹‹‹‹‹‹‹‹‹‹‹‹‹‹‹‹‹‹‹‹‹‹‹‹‹‹‹‹‹‹‹‹‹‹‹‹‹‹‹‹‹‹‹‹‹‹‹‹‹‹‹‹‹‹‹‹‹‹‹‹‹‹‹‹‹‹‹‹‹‹‹‹‹‹‹‹‹‹‹‹‹‹‹‹‹‹‹‹‹‹‹‹‹‹‹‹‹‹‹‹‹‹‹‹‹‹‹‹‹‹‹‹‹‹‹‹‹‹‹‹‹: [157, 480, 498, 491]
- strand-arrows: ‹‹‹‹‹‹‹‹‹‹‹‹‹‹‹‹‹‹‹‹‹‹‹‹‹‹‹‹‹‹‹‹‹‹‹‹‹‹‹‹‹‹‹‹‹‹‹‹‹‹‹‹‹‹‹‹‹‹‹‹‹‹‹‹‹‹‹‹‹‹‹‹‹‹‹‹‹‹‹‹‹‹‹‹‹‹‹‹‹‹‹‹‹‹‹‹‹‹‹‹‹‹‹‹‹‹‹‹‹‹‹‹‹‹‹‹‹‹‹‹‹‹‹‹‹‹‹‹‹‹‹‹‹‹‹‹‹‹‹‹‹‹‹‹‹‹‹‹‹‹‹‹‹‹‹‹‹‹‹‹: [157, 128, 498, 139]
- alignment-base: A: [241, 1083, 250, 1097]
- alignment-base: =: [668, 1143, 676, 1157]
- alignment-base: C: [790, 1053, 800, 1067]
- base-letter: C: [668, 50, 678, 64]
- alignment-base: T: [363, 1113, 371, 1127]
- alignment-base: T: [485, 1098, 494, 1112]
- gencode-transcript-label[interactable]: KIAA0319L: [92, 480, 153, 494]
- repeatmasker-bar[interactable]: [156, 1188, 950, 1201]
- position-tick: [217, 34, 218, 48]
- gtex-tissue-bar[interactable]: [521, 876, 527, 906]
